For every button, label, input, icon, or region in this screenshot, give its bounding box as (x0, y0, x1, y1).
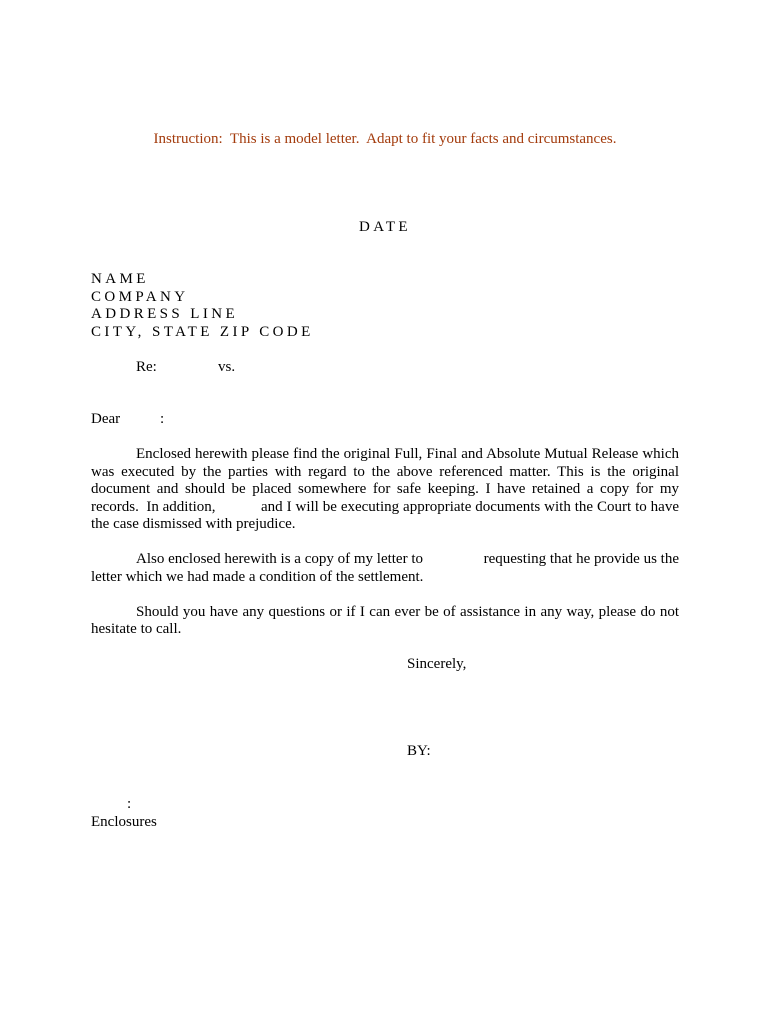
instruction-note: Instruction: This is a model letter. Adapt to fit your facts and circumstances. (153, 131, 617, 147)
p3-line-2: hesitate to call. (91, 621, 182, 637)
signature-by-label: BY: (407, 743, 431, 759)
p1-line-1: Enclosed herewith please find the original Full, Final and Absolute Mutual Release which (136, 446, 679, 462)
recipient-name: NAME (91, 271, 149, 287)
p1-line-4b: and I will be executing appropriate documents with the Court to have (261, 499, 679, 515)
p1-line-3: document and should be placed somewhere for safe keeping. I have retained a copy for my (91, 481, 679, 497)
p3-line-1: Should you have any questions or if I can ever be of assistance in any way, please do not (136, 604, 679, 620)
enclosures-label: Enclosures (91, 814, 157, 830)
initials-colon: : (127, 796, 132, 812)
vs-label: vs. (218, 359, 236, 375)
salutation-dear: Dear (91, 411, 121, 427)
recipient-address-line: ADDRESS LINE (91, 306, 239, 322)
re-label: Re: (136, 359, 157, 375)
p2-text-a: Also enclosed herewith is a copy of my letter to (136, 551, 424, 567)
p1-line-4a: records. In addition, (91, 499, 216, 515)
recipient-city-state-zip: CITY, STATE ZIP CODE (91, 324, 314, 340)
closing-sincerely: Sincerely, (407, 656, 467, 672)
p2-text-b: requesting that he provide us the (483, 551, 679, 567)
salutation-colon: : (160, 411, 165, 427)
p1-line-5: the case dismissed with prejudice. (91, 516, 296, 532)
p1-line-2: was executed by the parties with regard to the above referenced matter. This is the original (91, 464, 679, 480)
p2-text-c: letter which we had made a condition of the settlement. (91, 569, 424, 585)
recipient-company: COMPANY (91, 289, 189, 305)
date-placeholder: DATE (359, 219, 411, 235)
